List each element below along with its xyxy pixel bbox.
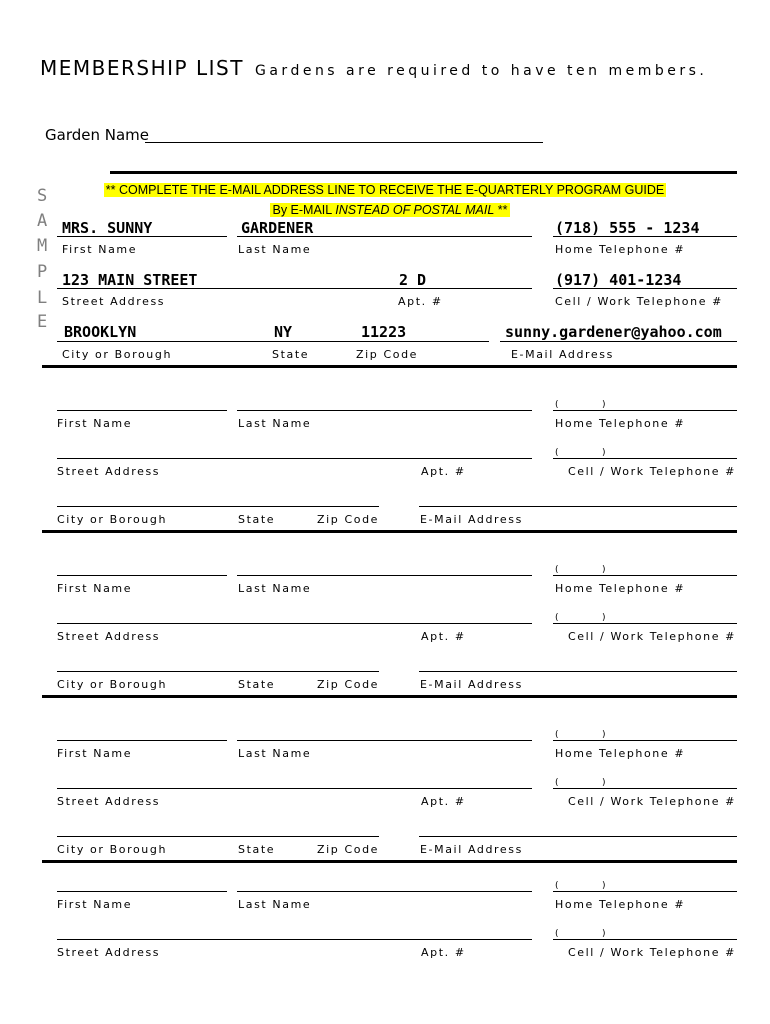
home-phone-paren-close: ) xyxy=(602,730,606,740)
city-state-zip-field[interactable] xyxy=(57,506,379,507)
label-email: E-Mail Address xyxy=(420,513,523,526)
email-notice-line1: ** COMPLETE THE E-MAIL ADDRESS LINE TO RECEIVE THE E-QUARTERLY PROGRAM GUIDE xyxy=(105,183,665,197)
label-home-phone: Home Telephone # xyxy=(555,582,686,595)
label-apt: Apt. # xyxy=(421,630,466,643)
garden-name-label: Garden Name xyxy=(45,126,149,144)
home-phone-paren-open: ( xyxy=(555,400,559,410)
label-street: Street Address xyxy=(57,946,161,959)
sample-last-name: GARDENER xyxy=(241,219,314,237)
street-address-field[interactable] xyxy=(57,458,532,459)
label-email: E-Mail Address xyxy=(511,348,614,361)
last-name-field[interactable] xyxy=(237,410,532,411)
label-apt: Apt. # xyxy=(421,946,466,959)
sample-divider xyxy=(42,365,737,368)
sample-email: sunny.gardener@yahoo.com xyxy=(505,323,722,341)
sample-letter: S xyxy=(37,186,48,206)
sample-cell-phone: (917) 401-1234 xyxy=(555,271,682,289)
home-phone-paren-open: ( xyxy=(555,730,559,740)
cell-phone-paren-close: ) xyxy=(602,448,606,458)
last-name-field[interactable] xyxy=(237,740,532,741)
sample-letter: L xyxy=(37,288,48,308)
label-first-name: First Name xyxy=(57,582,133,595)
cell-phone-paren-open: ( xyxy=(555,613,559,623)
label-last-name: Last Name xyxy=(238,747,312,760)
notice-suffix: ** xyxy=(494,203,508,217)
label-email: E-Mail Address xyxy=(420,843,523,856)
street-address-field[interactable] xyxy=(57,939,532,940)
label-first-name: First Name xyxy=(57,417,133,430)
label-cell-phone: Cell / Work Telephone # xyxy=(568,630,736,643)
header-divider xyxy=(110,171,737,174)
home-phone-field[interactable] xyxy=(553,891,737,892)
sample-first-name: MRS. SUNNY xyxy=(62,219,153,237)
label-city: City or Borough xyxy=(57,513,168,526)
page-title: MEMBERSHIP LIST xyxy=(40,56,244,80)
label-cell-phone: Cell / Work Telephone # xyxy=(568,946,736,959)
notice-prefix: By E-MAIL xyxy=(272,203,336,217)
sample-city: BROOKLYN xyxy=(64,323,137,341)
home-phone-paren-open: ( xyxy=(555,881,559,891)
label-zip: Zip Code xyxy=(317,678,380,691)
first-name-field[interactable] xyxy=(57,740,227,741)
label-zip: Zip Code xyxy=(317,843,380,856)
label-apt: Apt. # xyxy=(421,465,466,478)
home-phone-field[interactable] xyxy=(553,575,737,576)
cell-phone-paren-close: ) xyxy=(602,778,606,788)
cell-phone-paren-open: ( xyxy=(555,778,559,788)
label-street: Street Address xyxy=(57,465,161,478)
entry-divider xyxy=(42,695,737,698)
sample-apt: 2 D xyxy=(399,271,427,289)
cell-phone-paren-open: ( xyxy=(555,929,559,939)
email-field[interactable] xyxy=(419,671,737,672)
sample-letter: P xyxy=(37,262,48,282)
sample-state: NY xyxy=(274,323,293,341)
label-home-phone: Home Telephone # xyxy=(555,747,686,760)
label-city: City or Borough xyxy=(57,843,168,856)
label-cell-phone: Cell / Work Telephone # xyxy=(568,465,736,478)
sample-letter: E xyxy=(37,312,48,332)
garden-name-field[interactable] xyxy=(145,142,543,143)
first-name-field[interactable] xyxy=(57,891,227,892)
email-notice xyxy=(0,179,770,198)
email-field[interactable] xyxy=(419,836,737,837)
last-name-field[interactable] xyxy=(237,575,532,576)
page-subtitle: Gardens are required to have ten members. xyxy=(255,63,708,79)
home-phone-paren-close: ) xyxy=(602,400,606,410)
first-name-field[interactable] xyxy=(57,575,227,576)
cell-phone-paren-close: ) xyxy=(602,929,606,939)
label-last-name: Last Name xyxy=(238,243,312,256)
label-street: Street Address xyxy=(57,630,161,643)
home-phone-paren-open: ( xyxy=(555,565,559,575)
label-apt: Apt. # xyxy=(421,795,466,808)
cell-phone-paren-close: ) xyxy=(602,613,606,623)
email-field[interactable] xyxy=(419,506,737,507)
label-first-name: First Name xyxy=(57,747,133,760)
entry-divider xyxy=(42,530,737,533)
cell-phone-paren-open: ( xyxy=(555,448,559,458)
street-address-field[interactable] xyxy=(57,623,532,624)
label-home-phone: Home Telephone # xyxy=(555,243,686,256)
label-city: City or Borough xyxy=(57,678,168,691)
label-state: State xyxy=(272,348,310,361)
label-first-name: First Name xyxy=(62,243,138,256)
page-header xyxy=(40,56,707,80)
first-name-field[interactable] xyxy=(57,410,227,411)
label-street: Street Address xyxy=(57,795,161,808)
sample-letter: M xyxy=(37,236,48,256)
label-home-phone: Home Telephone # xyxy=(555,898,686,911)
label-last-name: Last Name xyxy=(238,898,312,911)
label-city: City or Borough xyxy=(62,348,173,361)
street-address-field[interactable] xyxy=(57,788,532,789)
label-first-name: First Name xyxy=(57,898,133,911)
cell-phone-field[interactable] xyxy=(553,788,737,789)
home-phone-paren-close: ) xyxy=(602,881,606,891)
home-phone-paren-close: ) xyxy=(602,565,606,575)
label-state: State xyxy=(238,513,276,526)
label-state: State xyxy=(238,843,276,856)
last-name-field[interactable] xyxy=(237,891,532,892)
cell-phone-field[interactable] xyxy=(553,458,737,459)
notice-italic: INSTEAD OF POSTAL MAIL xyxy=(335,203,495,217)
label-zip: Zip Code xyxy=(356,348,419,361)
label-street: Street Address xyxy=(62,295,166,308)
label-last-name: Last Name xyxy=(238,582,312,595)
label-apt: Apt. # xyxy=(398,295,443,308)
entry-divider xyxy=(42,860,737,863)
label-email: E-Mail Address xyxy=(420,678,523,691)
sample-home-phone: (718) 555 - 1234 xyxy=(555,219,700,237)
city-state-zip-field[interactable] xyxy=(57,671,379,672)
label-home-phone: Home Telephone # xyxy=(555,417,686,430)
sample-street: 123 MAIN STREET xyxy=(62,271,198,289)
label-zip: Zip Code xyxy=(317,513,380,526)
city-state-zip-field[interactable] xyxy=(57,836,379,837)
sample-letter: A xyxy=(37,211,48,231)
label-state: State xyxy=(238,678,276,691)
home-phone-field[interactable] xyxy=(553,740,737,741)
home-phone-field[interactable] xyxy=(553,410,737,411)
label-last-name: Last Name xyxy=(238,417,312,430)
label-cell-phone: Cell / Work Telephone # xyxy=(555,295,723,308)
sample-zip: 11223 xyxy=(361,323,407,341)
email-notice-line2 xyxy=(0,199,770,218)
cell-phone-field[interactable] xyxy=(553,939,737,940)
cell-phone-field[interactable] xyxy=(553,623,737,624)
label-cell-phone: Cell / Work Telephone # xyxy=(568,795,736,808)
